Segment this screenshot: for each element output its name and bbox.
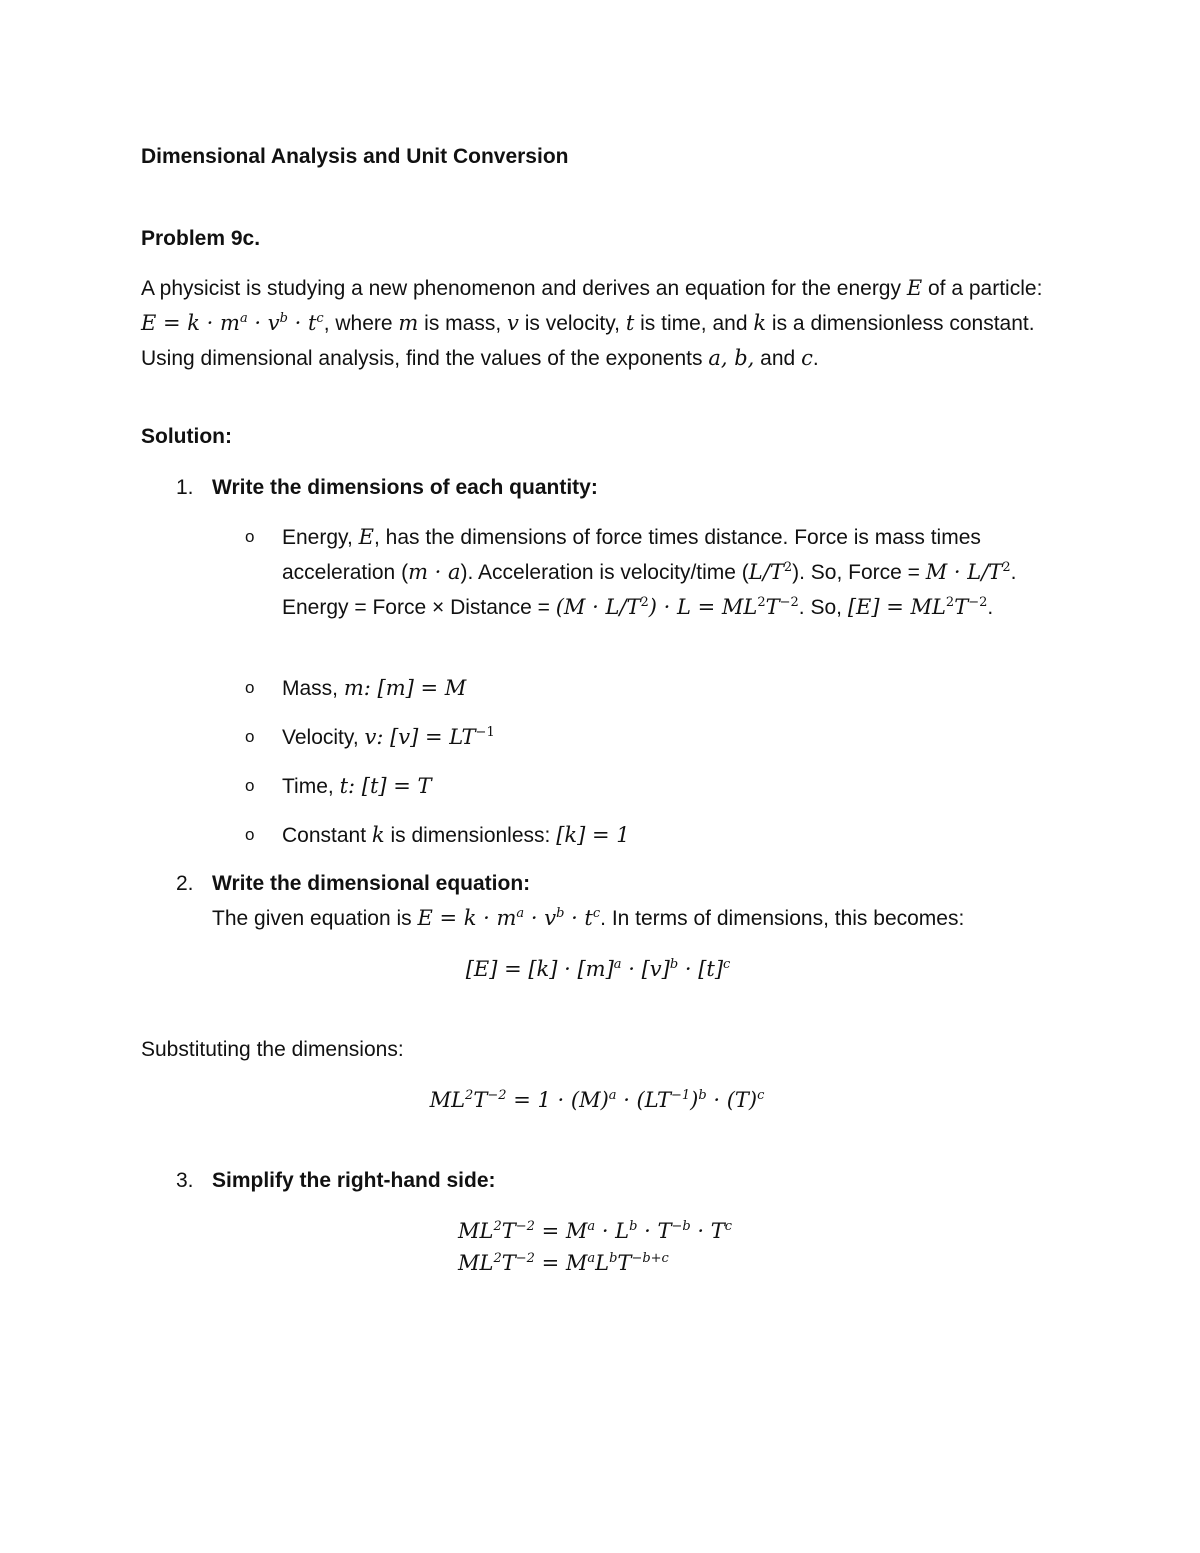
bullet-marker: o — [245, 776, 255, 795]
dimensional-equation: $[E] = [k] \cdot [m]^a \cdot [v]^b \cdot [t]^c$ — [465, 957, 731, 981]
document-page: Dimensional Analysis and Unit Conversion Problem 9c. A physicist is studying a new phenomenon and derives an equation for the energy E of a particle: $E = k \cdot m^a \cdot v^b \cdot t^c$, where m is mass, v is velocity, t is time, and k is a dimensionless constant. Using dimensional analysis, find the values of the exponents a, b, and c. Solution: 1. Write the dimensions of each quantity: o Energy, E, has the dimensions of force times distance. Force is mass times acceleration (m · a). Acceleration is velocity/time $(L/T^2)$. So, Force = $M \cdot L/T^2$. Energy = Force × Distance = $(M \cdot L/T^2) \cdot L = ML^2T^{-2}$. So, $[E] = ML^2T^{-2}$. o Mass, m: [m] = M o Velocity, v: $[v] = LT^{-1}$ o Time, t: [t] = T o Constant k is dimensionless: [k] = 1 2. Write the dimensional equation: The given equation is $E = k \cdot m^a \cdot v^b \cdot t^c$. In terms of dimensions, this becomes: $[E] = [k] \cdot [m]^a \cdot [v]^b \cdot [t]^c$ Substituting the dimensions: $ML^2T^{-2} = 1 \cdot (M)^a \cdot (LT^{-1})^b \cdot (T)^c$ 3. Simplify the right-hand side: $ML^2T^{-2} = M^a \cdot L^b \cdot T^{-b} \cdot T^c$ $ML^2T^{-2} = M^aL^bT^{-b+c}$ — [0, 0, 1200, 1553]
bullet-marker: o — [245, 678, 255, 697]
substituting-label: Substituting the dimensions: — [141, 1038, 404, 1061]
bullet-marker: o — [245, 825, 255, 844]
step-2-intro: The given equation is $E = k \cdot m^a \cdot v^b \cdot t^c$. In terms of dimensions, this becomes: — [212, 906, 965, 930]
bullet-marker: o — [245, 727, 255, 746]
step-2-heading: 2. Write the dimensional equation: — [176, 872, 531, 895]
substituted-equation: $ML^2T^{-2} = 1 \cdot (M)^a \cdot (LT^{-1})^b \cdot (T)^c$ — [429, 1088, 765, 1112]
step-3-heading: 3. Simplify the right-hand side: — [176, 1169, 496, 1192]
problem-heading: Problem 9c. — [141, 227, 261, 250]
document-title: Dimensional Analysis and Unit Conversion — [141, 145, 569, 168]
bullet-marker: o — [245, 527, 255, 546]
problem-statement: A physicist is studying a new phenomenon and derives an equation for the energy E of a particle: $E = k \cdot m^a \cdot v^b \cdot t^c$, where m is mass, v is velocity, t is time, and k is a dimensionless constant. Using dimensional analysis, find the values of the exponents a, b, and c. — [141, 276, 1043, 370]
solution-heading: Solution: — [141, 425, 232, 448]
simplified-equation-2: $ML^2T^{-2} = M^aL^bT^{-b+c}$ — [458, 1251, 669, 1275]
step-1-heading: 1. Write the dimensions of each quantity: — [176, 476, 598, 499]
simplified-equation-1: $ML^2T^{-2} = M^a \cdot L^b \cdot T^{-b} \cdot T^c$ — [458, 1219, 733, 1243]
